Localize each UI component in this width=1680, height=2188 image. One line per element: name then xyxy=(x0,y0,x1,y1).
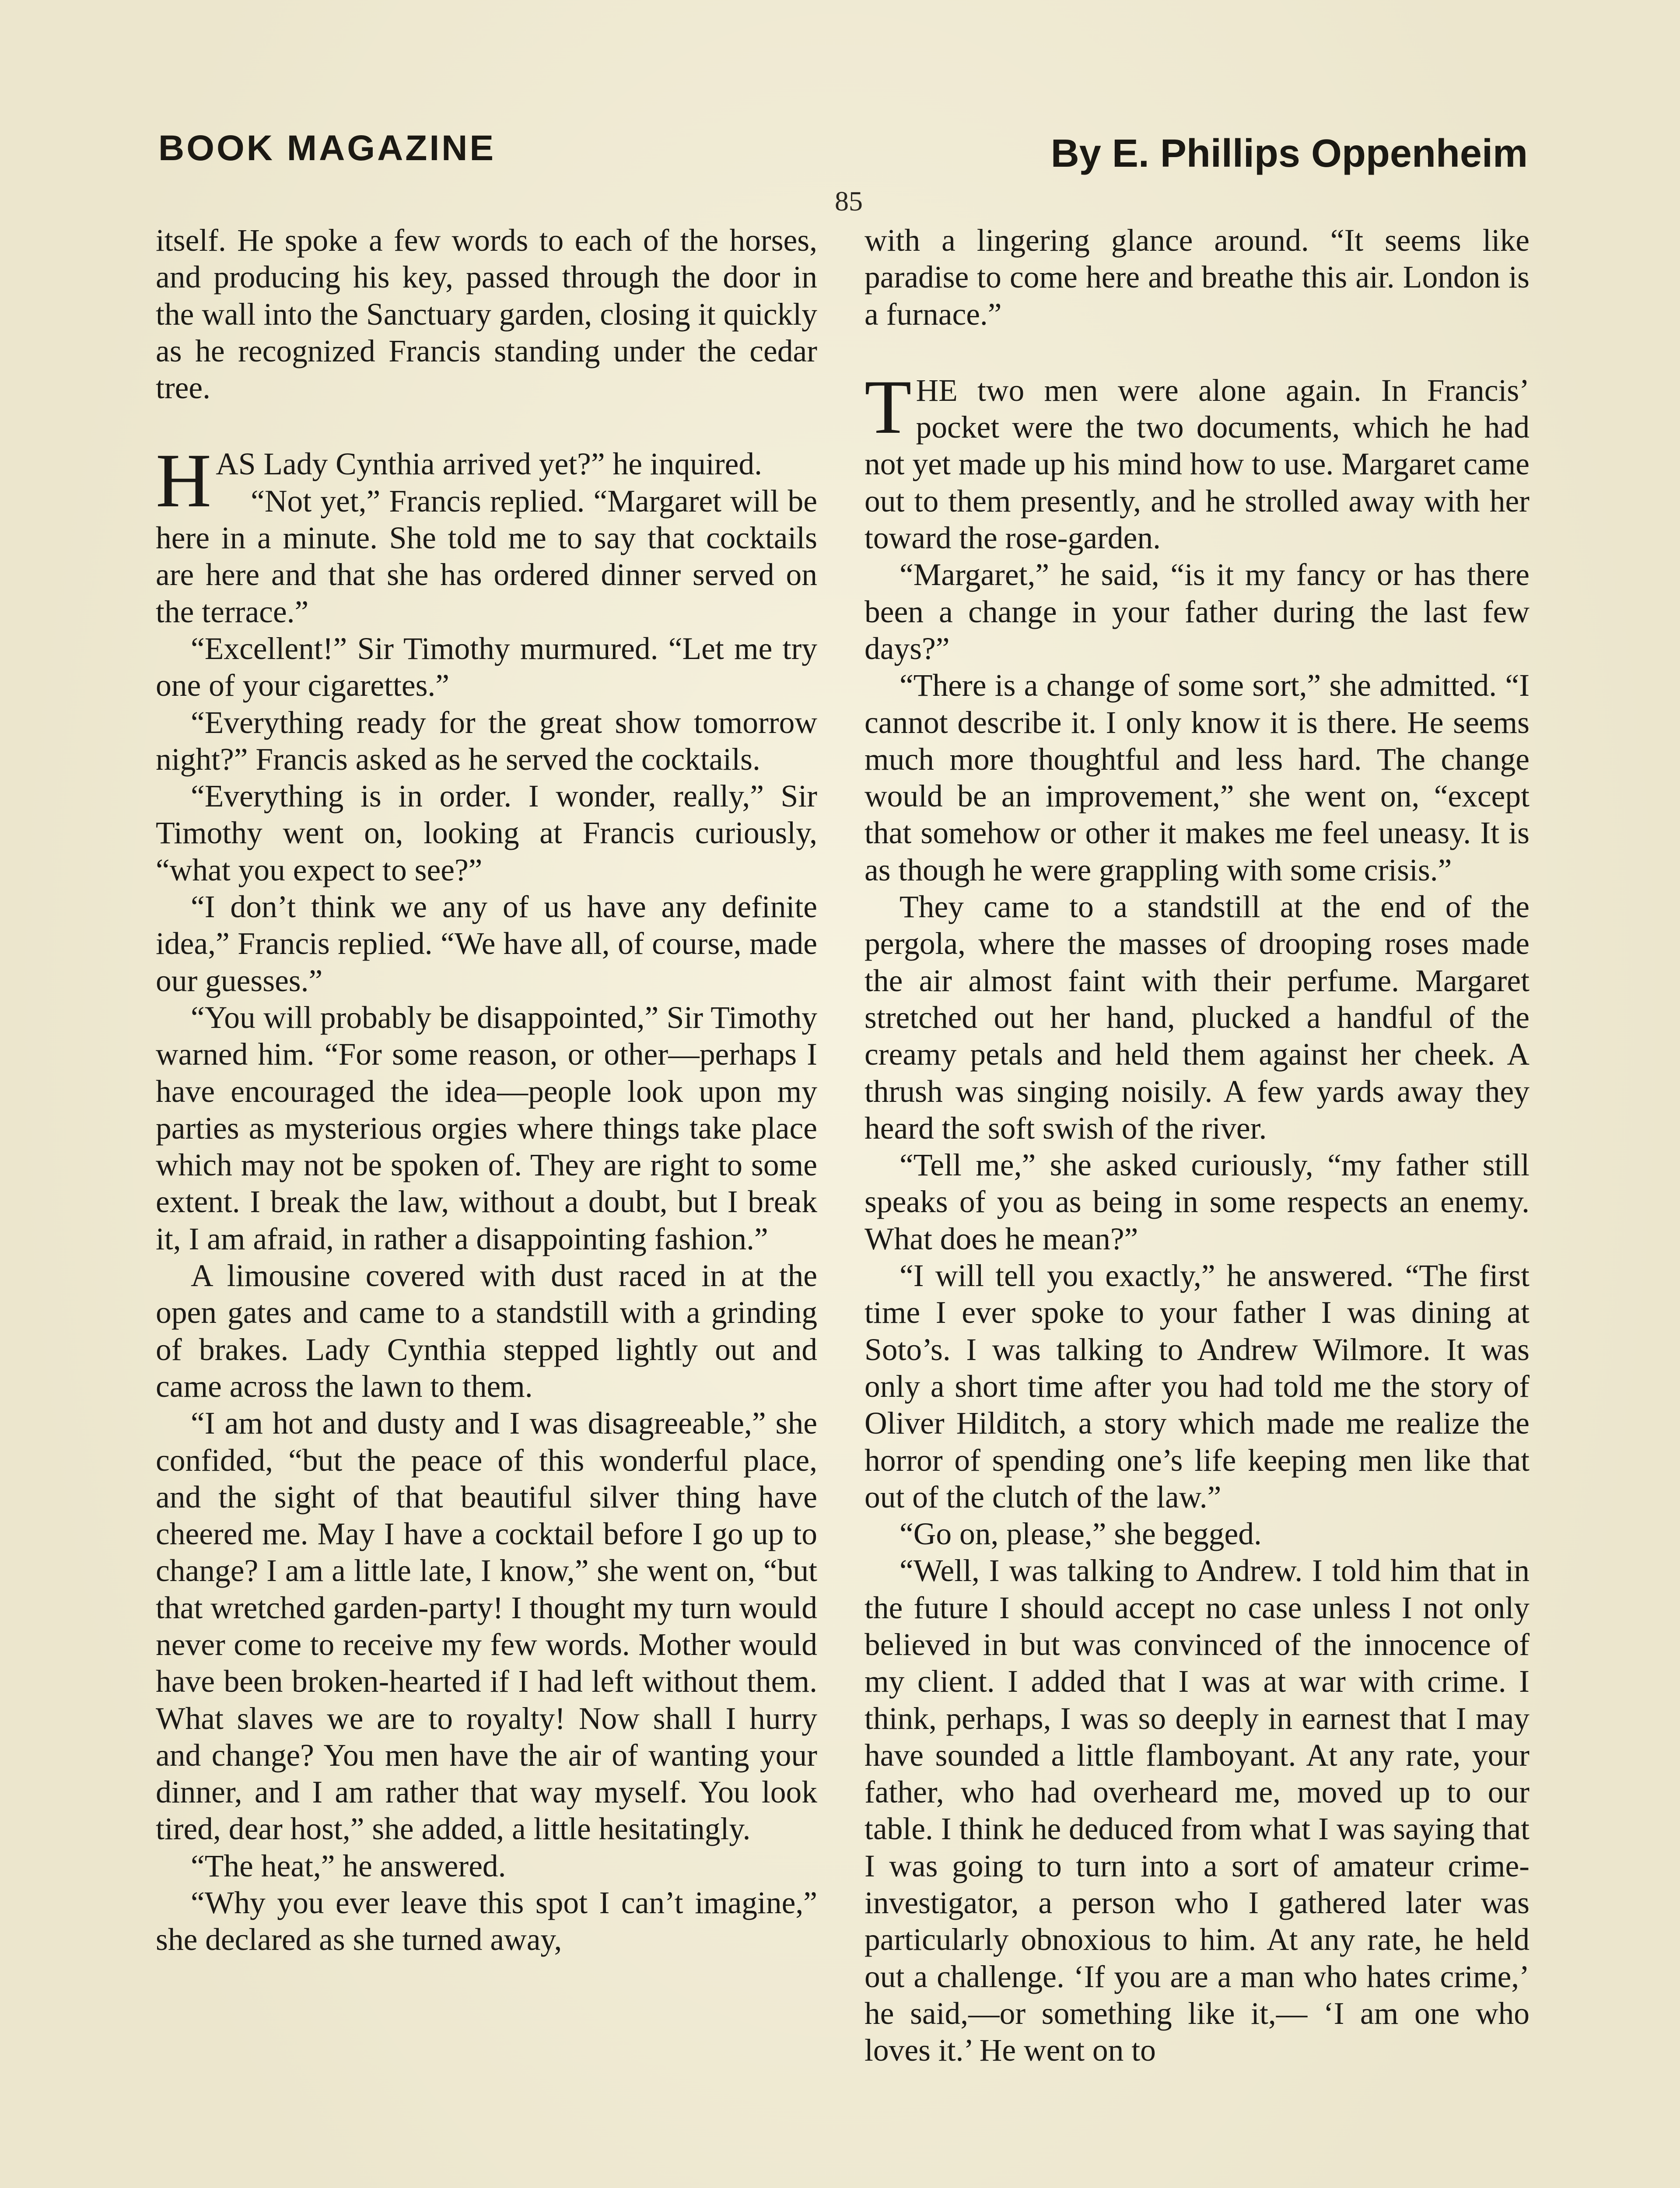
right-column xyxy=(864,222,1530,2069)
drop-cap: H xyxy=(156,438,212,524)
paragraph xyxy=(156,1258,817,1405)
paragraph xyxy=(864,222,1530,333)
page-number: 85 xyxy=(835,186,863,217)
paragraph xyxy=(156,438,817,524)
paragraph-text: “Everything ready for the great show tomorrow night?” Francis asked as he served the cocktails. xyxy=(156,705,817,777)
paragraph xyxy=(156,705,817,778)
paragraph xyxy=(156,1885,817,1959)
paragraph xyxy=(864,557,1530,667)
paragraph-text: “There is a change of some sort,” she admitted. “I cannot describe it. I only know it is there. He seems much more thoughtful and less hard. The change would be an improvement,” she went on, “except that somehow or other it makes me feel uneasy. It is as though he were grappling with some crisis.” xyxy=(864,668,1530,887)
paragraph-text: itself. He spoke a few words to each of the horses, and producing his key, passed through the door in the wall into the Sanctuary garden, closing it quickly as he recognized Francis standing under the cedar tree. xyxy=(156,223,817,406)
paragraph-text: “I will tell you exactly,” he answered. “The first time I ever spoke to your father I was dining at Soto’s. I was talking to Andrew Wilmore. It was only a short time after you had told me the story of Oliver Hilditch, a story which made me realize the horror of spending one’s life keeping men like that out of the clutch of the law.” xyxy=(864,1259,1530,1515)
paragraph-text: “Margaret,” he said, “is it my fancy or has there been a change in your father during the last few days?” xyxy=(864,558,1530,666)
left-column xyxy=(156,222,817,1959)
paragraph xyxy=(864,667,1530,889)
paragraph xyxy=(156,222,817,407)
paragraph-text: “You will probably be disappointed,” Sir Timothy warned him. “For some reason, or other—perhaps I have encouraged the idea—people look upon my parties as mysterious orgies where things take place which may not be spoken of. They are right to some extent. I break the law, without a doubt, but I break it, I am afraid, in rather a disappointing fashion.” xyxy=(156,1000,817,1256)
paragraph-text: “Tell me,” she asked curiously, “my father still speaks of you as being in some respects an enemy. What does he mean?” xyxy=(864,1148,1530,1256)
paragraph xyxy=(156,778,817,889)
paragraph xyxy=(864,1147,1530,1258)
paragraph xyxy=(156,1848,817,1885)
paragraph-text: “I don’t think we any of us have any definite idea,” Francis replied. “We have all, of course, made our guesses.” xyxy=(156,890,817,998)
paragraph-text: “Why you ever leave this spot I can’t imagine,” she declared as she turned away, xyxy=(156,1886,817,1957)
paragraph-text: with a lingering glance around. “It seems like paradise to come here and breathe this air. London is a furnace.” xyxy=(864,223,1530,332)
paragraph-text: HE two men were alone again. In Francis’ pocket were the two documents, which he had not yet made up his mind how to use. Margaret came out to them presently, and he strolled away with her toward the rose-garden. xyxy=(864,373,1530,556)
paragraph-text: “The heat,” he answered. xyxy=(191,1848,506,1883)
drop-cap: T xyxy=(864,364,912,450)
paragraph-text: “Well, I was talking to Andrew. I told him that in the future I should accept no case unless I not only believed in but was convinced of the innocence of my client. I added that I was at war with crime. I think, perhaps, I was so deeply in earnest that I may have sounded a little flamboyant. At any rate, your father, who had overheard me, moved up to our table. I think he deduced from what I was saying that I was going to turn into a sort of amateur crime-investigator, a person who I gathered later was particularly obnoxious to him. At any rate, he held out a challenge. ‘If you are a man who hates crime,’ he said,—or something like it,— ‘I am one who loves it.’ He went on to xyxy=(864,1553,1530,2068)
paragraph xyxy=(864,1516,1530,1553)
paragraph-text: “I am hot and dusty and I was disagreeable,” she confided, “but the peace of this wonderful place, and the sight of that beautiful silver thing have cheered me. May I have a cocktail before I go up to change? I am a little late, I know,” she went on, “but that wretched garden-party! I thought my turn would never come to receive my few words. Mother would have been broken-hearted if I had left without them. What slaves we are to royalty! Now shall I hurry and change? You men have the air of wanting your dinner, and I am rather that way myself. You look tired, dear host,” she added, a little hesitatingly. xyxy=(156,1406,817,1847)
paragraph-text: AS Lady Cynthia arrived yet?” he inquired. xyxy=(216,447,762,482)
paragraph xyxy=(864,1553,1530,2069)
magazine-title: BOOK MAGAZINE xyxy=(158,128,496,168)
paragraph-text: They came to a standstill at the end of the pergola, where the masses of drooping roses made the air almost faint with their perfume. Margaret stretched out her hand, plucked a handful of the creamy petals and held them against her cheek. A thrush was singing noisily. A few yards away they heard the soft swish of the river. xyxy=(864,890,1530,1146)
paragraph xyxy=(864,889,1530,1147)
paragraph-text: “Excellent!” Sir Timothy murmured. “Let me try one of your cigarettes.” xyxy=(156,631,817,703)
paragraph-text: “Everything is in order. I wonder, really,” Sir Timothy went on, looking at Francis curiously, “what you expect to see?” xyxy=(156,779,817,887)
paragraph-text: A limousine covered with dust raced in at the open gates and came to a standstill with a grinding of brakes. Lady Cynthia stepped lightly out and came across the lawn to them. xyxy=(156,1259,817,1404)
paragraph-text: “Go on, please,” she begged. xyxy=(900,1517,1262,1552)
paragraph xyxy=(156,631,817,705)
author-byline: By E. Phillips Oppenheim xyxy=(1050,132,1528,175)
paragraph xyxy=(156,483,817,631)
paragraph xyxy=(156,889,817,999)
paragraph xyxy=(156,999,817,1258)
paragraph-text: “Not yet,” Francis replied. “Margaret will be here in a minute. She told me to say that cocktails are here and that she has ordered dinner served on the terrace.” xyxy=(156,484,817,629)
paragraph xyxy=(156,1405,817,1848)
paragraph xyxy=(864,1258,1530,1516)
paragraph xyxy=(864,364,1530,557)
